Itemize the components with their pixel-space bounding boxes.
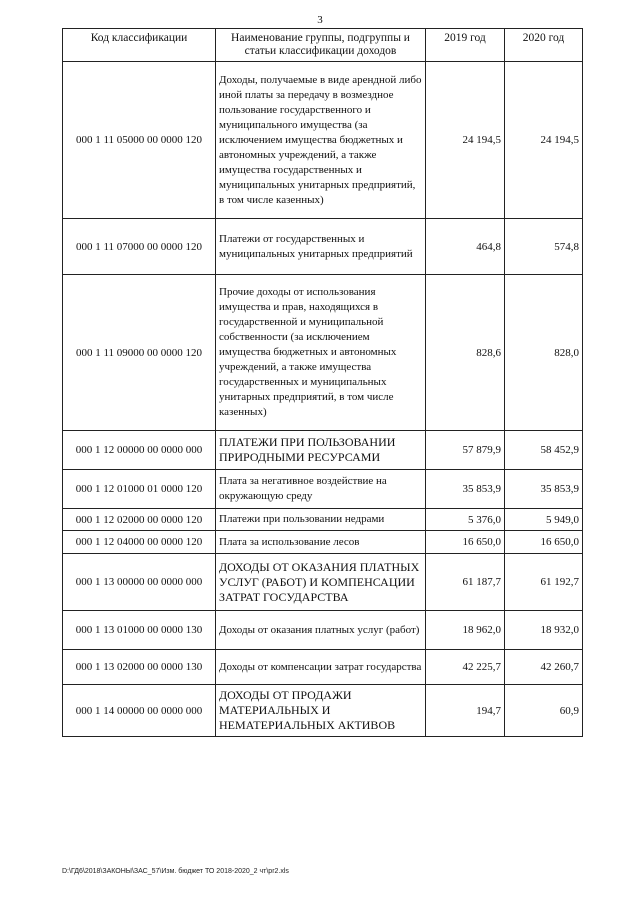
value-2020: 574,8 xyxy=(505,219,583,275)
value-2019: 24 194,5 xyxy=(426,62,505,219)
table-row xyxy=(63,509,583,531)
classification-code: 000 1 12 00000 00 0000 000 xyxy=(63,431,216,470)
classification-code: 000 1 14 00000 00 0000 000 xyxy=(63,685,216,737)
value-2020: 60,9 xyxy=(505,685,583,737)
table-row xyxy=(63,219,583,275)
revenue-table xyxy=(62,28,583,737)
header-2019: 2019 год xyxy=(426,29,505,62)
file-path-footer: D:\ГД6\2018\ЗАКОНЫ\ЗАС_57\Изм. бюджет ТО 2018-2020_2 чт\pr2.xls xyxy=(62,868,289,875)
page-number: 3 xyxy=(317,14,323,26)
value-2020: 35 853,9 xyxy=(505,470,583,509)
table-row xyxy=(63,531,583,554)
value-2019: 18 962,0 xyxy=(426,611,505,650)
revenue-name: ПЛАТЕЖИ ПРИ ПОЛЬЗОВАНИИ ПРИРОДНЫМИ РЕСУРСАМИ xyxy=(216,431,426,470)
table-row xyxy=(63,470,583,509)
revenue-name: Плата за использование лесов xyxy=(216,531,426,554)
classification-code: 000 1 11 07000 00 0000 120 xyxy=(63,219,216,275)
value-2019: 61 187,7 xyxy=(426,554,505,611)
value-2019: 5 376,0 xyxy=(426,509,505,531)
table-row xyxy=(63,611,583,650)
value-2020: 24 194,5 xyxy=(505,62,583,219)
value-2020: 18 932,0 xyxy=(505,611,583,650)
classification-code: 000 1 13 00000 00 0000 000 xyxy=(63,554,216,611)
table-row xyxy=(63,275,583,431)
table-row xyxy=(63,554,583,611)
value-2019: 35 853,9 xyxy=(426,470,505,509)
classification-code: 000 1 12 04000 00 0000 120 xyxy=(63,531,216,554)
value-2020: 42 260,7 xyxy=(505,650,583,685)
classification-code: 000 1 12 02000 00 0000 120 xyxy=(63,509,216,531)
value-2019: 194,7 xyxy=(426,685,505,737)
revenue-name: ДОХОДЫ ОТ ОКАЗАНИЯ ПЛАТНЫХ УСЛУГ (РАБОТ) И КОМПЕНСАЦИИ ЗАТРАТ ГОСУДАРСТВА xyxy=(216,554,426,611)
revenue-name: Платежи от государственных и муниципальных унитарных предприятий xyxy=(216,219,426,275)
table-row xyxy=(63,62,583,219)
revenue-name: Доходы от оказания платных услуг (работ) xyxy=(216,611,426,650)
revenue-name: Прочие доходы от использования имущества и прав, находящихся в государственной и муниципальной собственности (за исключением имущества бюджетных и автономных учреждений, а также имущества государственных и муниципальных унитарных предприятий, в том числе казенных) xyxy=(216,275,426,431)
classification-code: 000 1 11 05000 00 0000 120 xyxy=(63,62,216,219)
classification-code: 000 1 13 02000 00 0000 130 xyxy=(63,650,216,685)
classification-code: 000 1 12 01000 01 0000 120 xyxy=(63,470,216,509)
table-row xyxy=(63,685,583,737)
value-2020: 828,0 xyxy=(505,275,583,431)
value-2020: 61 192,7 xyxy=(505,554,583,611)
classification-code: 000 1 13 01000 00 0000 130 xyxy=(63,611,216,650)
value-2019: 57 879,9 xyxy=(426,431,505,470)
revenue-name: Доходы, получаемые в виде арендной либо иной платы за передачу в возмездное пользование государственного и муниципального имущества (за исключением имущества бюджетных и автономных учреждений, а также имущества государственных и муниципальных унитарных предприятий, в том числе казенных) xyxy=(216,62,426,219)
value-2019: 42 225,7 xyxy=(426,650,505,685)
value-2020: 58 452,9 xyxy=(505,431,583,470)
header-name: Наименование группы, подгруппы и статьи классификации доходов xyxy=(216,29,426,62)
revenue-name: Доходы от компенсации затрат государства xyxy=(216,650,426,685)
value-2019: 464,8 xyxy=(426,219,505,275)
header-code: Код классификации xyxy=(63,29,216,62)
revenue-name: Платежи при пользовании недрами xyxy=(216,509,426,531)
value-2019: 828,6 xyxy=(426,275,505,431)
revenue-name: ДОХОДЫ ОТ ПРОДАЖИ МАТЕРИАЛЬНЫХ И НЕМАТЕРИАЛЬНЫХ АКТИВОВ xyxy=(216,685,426,737)
classification-code: 000 1 11 09000 00 0000 120 xyxy=(63,275,216,431)
value-2020: 16 650,0 xyxy=(505,531,583,554)
table-row xyxy=(63,431,583,470)
header-2020: 2020 год xyxy=(505,29,583,62)
value-2019: 16 650,0 xyxy=(426,531,505,554)
table-header-row xyxy=(63,29,583,62)
table-row xyxy=(63,650,583,685)
revenue-name: Плата за негативное воздействие на окружающую среду xyxy=(216,470,426,509)
value-2020: 5 949,0 xyxy=(505,509,583,531)
